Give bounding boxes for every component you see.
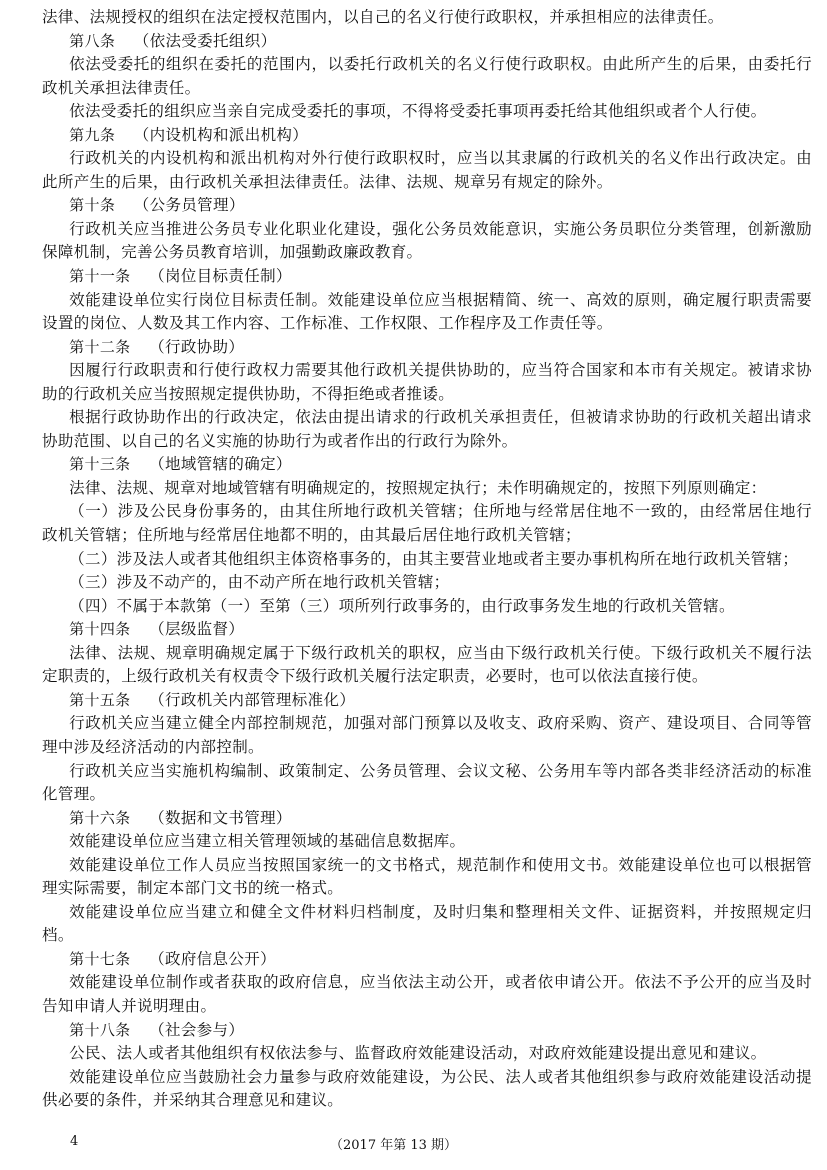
paragraph: 效能建设单位实行岗位目标责任制。效能建设单位应当根据精简、统一、高效的原则，确定履行职责需要设置的岗位、人数及其工作内容、工作标准、工作权限、工作程序及工作责任等。 (42, 290, 812, 333)
article-number: 第十一条 (69, 267, 131, 286)
paragraph: 行政机关应当建立健全内部控制规范，加强对部门预算以及收支、政府采购、资产、建设项目、合同等管理中涉及经济活动的内部控制。 (42, 714, 812, 756)
article-number: 第十四条 (69, 620, 131, 639)
article-number: 第八条 (69, 31, 116, 50)
paragraph: 依法受委托的组织在委托的范围内，以委托行政机关的名义行使行政职权。由此所产生的后果，由委托行政机关承担法律责任。 (42, 55, 812, 97)
article-topic: （公务员管理） (133, 196, 245, 215)
article-number: 第十条 (69, 196, 116, 215)
paragraph: 效能建设单位应当建立和健全文件材料归档制度，及时归集和整理相关文件、证据资料，并按照规定归档。 (42, 902, 812, 945)
article-number: 第九条 (69, 125, 116, 144)
page-footer (0, 1134, 827, 1154)
article-topic: （政府信息公开） (149, 949, 276, 968)
article-heading (42, 618, 812, 642)
article-number: 第十五条 (69, 690, 131, 709)
article-number: 第十八条 (69, 1020, 131, 1039)
paragraph: 行政机关的内设机构和派出机构对外行使行政职权时，应当以其隶属的行政机关的名义作出行政决定。由此所产生的后果，由行政机关承担法律责任。法律、法规、规章另有规定的除外。 (42, 149, 812, 191)
article-heading (42, 194, 812, 218)
article-number: 第十二条 (69, 337, 131, 356)
paragraph: 因履行行政职责和行使行政权力需要其他行政机关提供协助的，应当符合国家和本市有关规定。被请求协助的行政机关应当按照规定提供协助，不得拒绝或者推诿。 (42, 361, 812, 403)
paragraph: 行政机关应当推进公务员专业化职业化建设，强化公务员效能意识，实施公务员职位分类管理，创新激励保障机制，完善公务员教育培训，加强勤政廉政教育。 (42, 219, 812, 262)
article-heading (42, 807, 812, 831)
article-number: 第十七条 (69, 949, 131, 968)
paragraph: 效能建设单位制作或者获取的政府信息，应当依法主动公开，或者依申请公开。依法不予公开的应当及时告知申请人并说明理由。 (42, 973, 812, 1015)
article-topic: （岗位目标责任制） (149, 267, 292, 286)
document-body (42, 6, 812, 1113)
article-topic: （行政协助） (149, 337, 245, 356)
article-heading (42, 30, 812, 54)
paragraph: 法律、法规授权的组织在法定授权范围内，以自己的名义行使行政职权，并承担相应的法律责任。 (42, 8, 724, 26)
paragraph: 根据行政协助作出的行政决定，依法由提出请求的行政机关承担责任，但被请求协助的行政机关超出请求协助范围、以自己的名义实施的协助行为或者作出的行政行为除外。 (42, 408, 812, 450)
article-topic: （社会参与） (149, 1020, 245, 1039)
article-number: 第十三条 (69, 455, 131, 474)
paragraph: 公民、法人或者其他组织有权依法参与、监督政府效能建设活动，对政府效能建设提出意见和建议。 (69, 1044, 767, 1063)
article-topic: （层级监督） (149, 620, 245, 639)
article-heading (42, 1019, 812, 1043)
article-heading (42, 336, 812, 360)
article-topic: （内设机构和派出机构） (133, 125, 309, 144)
paragraph: 效能建设单位应当鼓励社会力量参与政府效能建设，为公民、法人或者其他组织参与政府效能建设活动提供必要的条件，并采纳其合理意见和建议。 (42, 1067, 812, 1110)
paragraph: （三）涉及不动产的，由不动产所在地行政机关管辖； (69, 573, 450, 592)
article-topic: （数据和文书管理） (149, 808, 292, 827)
article-heading (42, 689, 812, 713)
article-heading (42, 124, 812, 148)
article-number: 第十六条 (69, 808, 131, 827)
paragraph: 法律、法规、规章对地域管辖有明确规定的，按照规定执行；未作明确规定的，按照下列原则确定： (69, 478, 767, 497)
paragraph: 效能建设单位应当建立相关管理领域的基础信息数据库。 (69, 832, 466, 851)
issue-label: （2017 年第 13 期） (330, 1138, 458, 1153)
paragraph: （一）涉及公民身份事务的，由其住所地行政机关管辖；住所地与经常居住地不一致的，由经常居住地行政机关管辖；住所地与经常居住地都不明的，由其最后居住地行政机关管辖； (42, 502, 812, 545)
article-heading (42, 265, 812, 289)
paragraph: 法律、法规、规章明确规定属于下级行政机关的职权，应当由下级行政机关行使。下级行政机关不履行法定职责的，上级行政机关有权责令下级行政机关履行法定职责，必要时，也可以依法直接行使。 (42, 643, 812, 686)
paragraph: （二）涉及法人或者其他组织主体资格事务的，由其主要营业地或者主要办事机构所在地行政机关管辖； (69, 549, 799, 568)
paragraph: 依法受委托的组织应当亲自完成受委托的事项，不得将受委托事项再委托给其他组织或者个人行使。 (69, 102, 767, 121)
article-heading (42, 453, 812, 477)
page-number: 4 (70, 1134, 79, 1149)
paragraph: 行政机关应当实施机构编制、政策制定、公务员管理、会议文秘、公务用车等内部各类非经济活动的标准化管理。 (42, 761, 812, 804)
paragraph: 效能建设单位工作人员应当按照国家统一的文书格式，规范制作和使用文书。效能建设单位也可以根据管理实际需要，制定本部门文书的统一格式。 (42, 855, 812, 898)
article-topic: （依法受委托组织） (133, 31, 277, 50)
article-heading (42, 948, 812, 972)
paragraph: （四）不属于本款第（一）至第（三）项所列行政事务的，由行政事务发生地的行政机关管辖。 (69, 596, 735, 615)
article-topic: （地域管辖的确定） (149, 455, 292, 474)
article-topic: （行政机关内部管理标准化） (149, 690, 356, 709)
